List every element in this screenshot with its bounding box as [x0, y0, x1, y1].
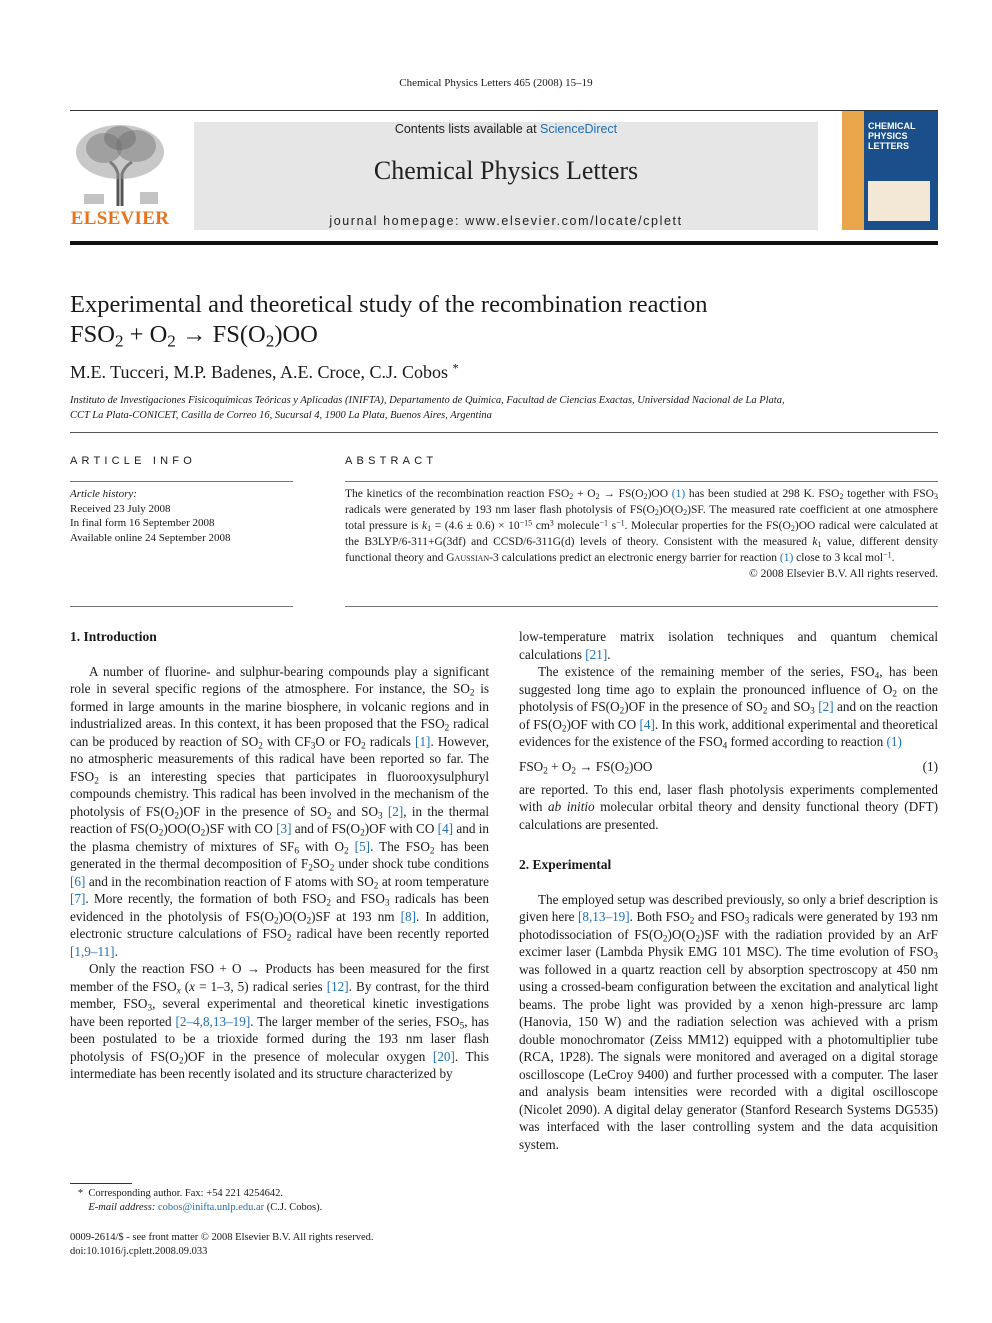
footnote-rule	[70, 1183, 132, 1184]
corresponding-author-mark[interactable]: *	[452, 361, 459, 376]
sciencedirect-link[interactable]: ScienceDirect	[540, 122, 618, 136]
abstract-rule-bottom	[345, 606, 938, 607]
body-left-column	[70, 628, 489, 1083]
journal-masthead	[194, 122, 818, 230]
intro-paragraph-4: are reported. To this end, laser flash photolysis experiments complemented with ab initio molecular orbital theory and density functional theory (DFT) calculations are presented.	[519, 781, 938, 832]
journal-cover	[842, 111, 938, 230]
section-heading-experimental: 2. Experimental	[519, 857, 612, 872]
abstract-rule-top	[345, 481, 938, 482]
journal-reference: Chemical Physics Letters 465 (2008) 15–19	[399, 77, 593, 89]
affiliation: Instituto de Investigaciones Fisicoquímicas Teóricas y Aplicadas (INIFTA), Departamento de Química, Facultad de Ciencias Exactas, Universidad Nacional de La Plata, CCT La Plata-CONICET, Casilla de Correo 16, Sucursal 4, 1900 La Plata, Buenos Aires, Argentina	[70, 395, 785, 421]
intro-paragraph-1: A number of fluorine- and sulphur-bearing compounds play a significant role in several specific regions of the atmosphere. For instance, the $SO_2$ is formed in large amounts in the marine biosphere, in volcanic regions and in industrialized areas. In this context, it has been proposed that the $FSO_2$ radical can be produced by reaction of $SO_2$ with $CF_3O$ or $FO_2$ radicals [1]. However, no atmospheric measurements of this radical have been reported so far. The $FSO_2$ is an interesting species that participates in fluorooxysulphuryl compounds chemistry. This radical has been involved in the mechanism of the photolysis of $FS(O_2)OF$ in the presence of $SO_2$ and $SO_3$ [2], in the thermal reaction of $FS(O_2)OO(O_2)SF$ with CO [3] and of $FS(O_2)OF$ with CO [4] and in the plasma chemistry of mixtures of $SF_6$ with $O_2$ [5]. The $FSO_2$ has been generated in the thermal decomposition of $F_2SO_2$ under shock tube conditions [6] and in the recombination reaction of F atoms with $SO_2$ at room temperature [7]. More recently, the formation of both $FSO_2$ and $FSO_3$ radicals has been evidenced in the photolysis of $FS(O_2)O(O_2)SF$ at 193 nm [8]. In addition, electronic structure calculations of $FSO_2$ radical have been recently reported [1,9–11].	[70, 663, 490, 959]
journal-homepage-link[interactable]: journal homepage: www.elsevier.com/locate/cplett	[329, 214, 683, 228]
journal-name: Chemical Physics Letters	[373, 156, 639, 185]
author-list: M.E. Tucceri, M.P. Badenes, A.E. Croce, C.J. Cobos *	[70, 361, 459, 382]
elsevier-logo	[70, 122, 170, 230]
article-info-rule-top	[70, 481, 293, 482]
article-title: Experimental and theoretical study of the recombination reaction $FSO_2 + O_2 \to FS(O_2)OO$	[70, 290, 930, 350]
title-reaction: $FSO_2 + O_2 \to FS(O_2)OO$	[70, 321, 318, 351]
email-link[interactable]: cobos@inifta.unlp.edu.ar	[157, 1202, 265, 1213]
masthead-rule	[70, 241, 938, 245]
experimental-paragraph-1: The employed setup was described previously, so only a brief description is given here [8,13–19]. Both $FSO_2$ and $FSO_3$ radicals were generated by 193 nm photodissociation of $FS(O_2)O(O_2)SF$ with the radiation provided by an ArF excimer laser (Lambda Physik EMG 101 MSC). The time evolution of $FSO_3$ was followed in a quartz reaction cell by absorption spectroscopy at 450 nm using a crossed-beam configuration between the excitation and analytical light beams. The probe light was provided by a xenon high-pressure arc lamp (Hanovia, 150 W) and the radiation selection was achieved with a prism double monochromator (Zeiss MM12) equipped with a photomultiplier tube (RCA, 1P28). The signals were monitored and averaged on a digital storage oscilloscope (LeCroy 9400) and further processed with a computer. The laser and analysis beam intensities were recorded with a digital oscilloscope (Nicolet 2090). A digital delay generator (Stanford Research Systems DG535) was interfaced with the laser controlling system and the data acquisition system.	[519, 891, 939, 1152]
abstract-body: The kinetics of the recombination reaction $FSO_2 + O_2 \to FS(O_2)OO$ (1) has been studied at 298 K. $FSO_2$ together with $FSO_3$ radicals were generated by 193 nm laser flash photolysis of $FS(O_2)O(O_2)SF$. The measured rate coefficient at one atmosphere total pressure is $k_1 = (4.6 \pm 0.6) \times 10^{-15}$ $cm^3$ molecule$^{-1}$ $s^{-1}$. Molecular properties for the $FS(O_2)OO$ radical were calculated at the B3LYP/6-311+G(3df) and CCSD/6-311G(d) levels of theory. Consistent with the measured $k_1$ value, different density functional theory and Gaussian-3 calculations predict an electronic energy barrier for reaction (1) close to 3 kcal mol$^{-1}$.	[345, 488, 938, 564]
elsevier-wordmark: ELSEVIER	[70, 208, 170, 229]
doi-line[interactable]: doi:10.1016/j.cplett.2008.09.033	[70, 1246, 208, 1257]
footnote-email: E-mail address: cobos@inifta.unlp.edu.ar (C.J. Cobos).	[88, 1202, 323, 1213]
article-history: Article history: Received 23 July 2008 In final form 16 September 2008 Available online 24 September 2008	[70, 488, 231, 544]
article-info-heading: ARTICLE INFO	[70, 455, 196, 467]
cover-strip	[842, 111, 864, 230]
elsevier-tree-icon	[70, 122, 170, 208]
section-rule	[70, 432, 938, 433]
section-heading-introduction: 1. Introduction	[70, 629, 157, 644]
intro-paragraph-3: The existence of the remaining member of the series, $FSO_4$, has been suggested long time ago to explain the pronounced influence of $O_2$ on the photolysis of $FS(O_2)OF$ in the presence of $SO_2$ and $SO_3$ [2] and on the reaction of $FS(O_2)OF$ with CO [4]. In this work, additional experimental and theoretical evidences for the existence of the $FSO_4$ formed according to reaction (1)	[519, 664, 939, 751]
bottom-reference	[70, 1231, 490, 1259]
article-info-rule-bottom	[70, 606, 293, 607]
issn-line: 0009-2614/$ - see front matter © 2008 Elsevier B.V. All rights reserved.	[70, 1232, 374, 1243]
equation-number: (1)	[922, 758, 938, 774]
intro-paragraph-2: Only the reaction FSO + O → Products has been measured for the first member of the $FSO_x$ (x = 1–3, 5) radical series [12]. By contrast, for the third member, $FSO_3$, several experimental and theoretical kinetic investigations have been reported [2–4,8,13–19]. The larger member of the series, $FSO_5$, has been postulated to be a trioxide formed during the 193 nm laser flash photolysis of $FS(O_2)OF$ in the presence of molecular oxygen [20]. This intermediate has been recently isolated and its structure characterized by	[70, 961, 490, 1081]
equation-1: $FSO_2 + O_2 \to FS(O_2)OO$ (1)	[519, 755, 938, 779]
footnote-corresponding: * Corresponding author. Fax: +54 221 4254642.	[70, 1188, 283, 1199]
header-rule	[70, 110, 938, 111]
contents-line	[194, 122, 818, 136]
footnote	[70, 1187, 490, 1215]
copyright-notice: © 2008 Elsevier B.V. All rights reserved.	[749, 567, 938, 580]
cover-title: CHEMICAL PHYSICS LETTERS	[868, 121, 916, 151]
body-right-column	[519, 628, 938, 1153]
abstract-heading: ABSTRACT	[345, 455, 438, 467]
intro-paragraph-2-continued: low-temperature matrix isolation techniques and quantum chemical calculations [21].	[519, 629, 938, 662]
cover-molecule-image	[868, 181, 930, 221]
abstract-text	[345, 487, 938, 582]
contents-prefix: Contents lists available at	[394, 122, 541, 136]
